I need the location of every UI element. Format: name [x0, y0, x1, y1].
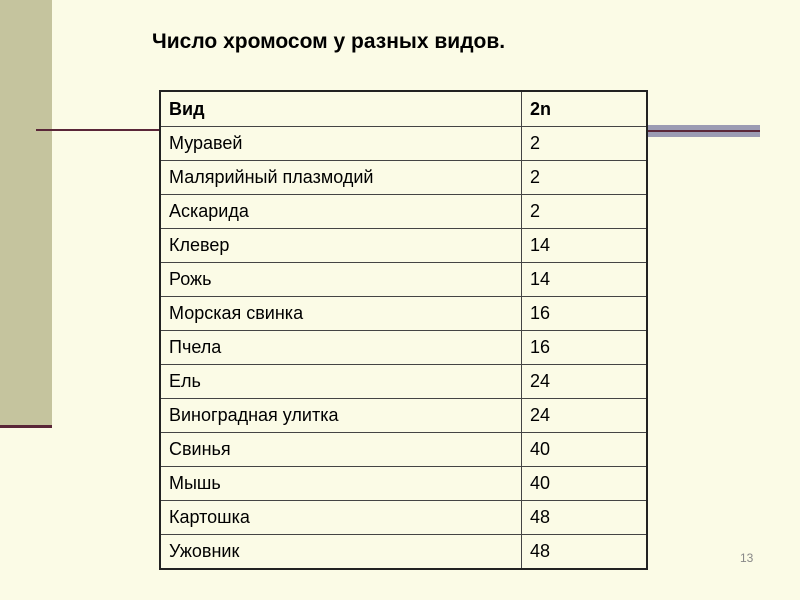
chromosome-count-cell: 2: [522, 195, 648, 229]
species-cell: Аскарида: [160, 195, 522, 229]
species-cell: Морская свинка: [160, 297, 522, 331]
table-row: [160, 501, 647, 535]
table-row: [160, 297, 647, 331]
chromosome-count-cell: 40: [522, 433, 648, 467]
chromosome-count-cell: 16: [522, 297, 648, 331]
page-number: 13: [740, 551, 754, 565]
species-cell: Клевер: [160, 229, 522, 263]
table-row: [160, 263, 647, 297]
table-row: [160, 399, 647, 433]
table-row: [160, 433, 647, 467]
table-row: [160, 331, 647, 365]
chromosome-count-cell: 2: [522, 127, 648, 161]
chromosome-count-cell: 48: [522, 535, 648, 570]
column-header-species: Вид: [160, 91, 522, 127]
chromosome-table: [159, 90, 648, 570]
chromosome-count-cell: 40: [522, 467, 648, 501]
species-cell: Ужовник: [160, 535, 522, 570]
table-row: [160, 127, 647, 161]
chromosome-count-cell: 24: [522, 399, 648, 433]
chromosome-count-cell: 14: [522, 263, 648, 297]
species-cell: Рожь: [160, 263, 522, 297]
table-row: [160, 365, 647, 399]
column-header-2n: 2n: [522, 91, 648, 127]
decorative-side-bar-edge: [0, 425, 52, 428]
table-row: [160, 467, 647, 501]
table-row: [160, 195, 647, 229]
species-cell: Пчела: [160, 331, 522, 365]
species-cell: Свинья: [160, 433, 522, 467]
table-header-row: [160, 91, 647, 127]
table-row: [160, 229, 647, 263]
chromosome-count-cell: 24: [522, 365, 648, 399]
slide-title: Число хромосом у разных видов.: [152, 30, 506, 53]
table-row: [160, 161, 647, 195]
species-cell: Виноградная улитка: [160, 399, 522, 433]
table-row: [160, 535, 647, 570]
species-cell: Муравей: [160, 127, 522, 161]
chromosome-count-cell: 2: [522, 161, 648, 195]
species-cell: Малярийный плазмодий: [160, 161, 522, 195]
chromosome-count-cell: 14: [522, 229, 648, 263]
species-cell: Мышь: [160, 467, 522, 501]
species-cell: Ель: [160, 365, 522, 399]
chromosome-count-cell: 16: [522, 331, 648, 365]
chromosome-count-cell: 48: [522, 501, 648, 535]
decorative-side-bar: [0, 0, 52, 428]
species-cell: Картошка: [160, 501, 522, 535]
